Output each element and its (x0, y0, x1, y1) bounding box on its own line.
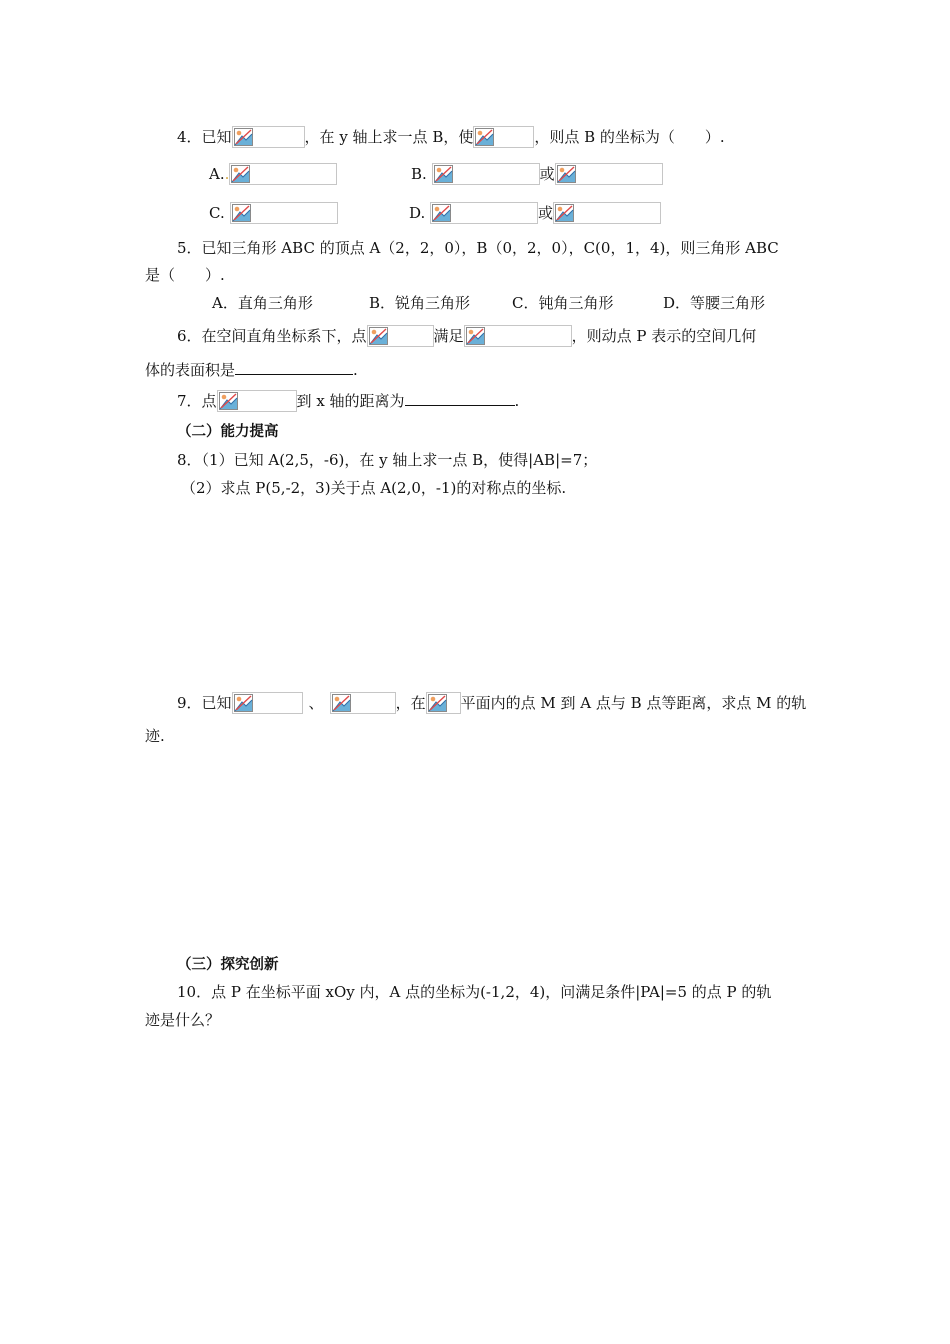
formula-image (555, 163, 663, 185)
question-4 (177, 126, 725, 148)
q8-line-2: （2）求点 P(5,-2，3)关于点 A(2,0，-1)的对称点的坐标. (181, 479, 567, 497)
formula-image (553, 202, 661, 224)
or-text: 或 (538, 204, 554, 222)
broken-image-icon (369, 327, 388, 345)
broken-image-icon (555, 204, 574, 222)
q4-option-b (411, 163, 663, 185)
q10-line-1: 10．点 P 在坐标平面 xOy 内，A 点的坐标为(-1,2，4)，问满足条件|PA|=5 的点 P 的轨 (177, 983, 772, 1001)
q4-option-a (209, 163, 337, 185)
broken-image-icon (557, 165, 576, 183)
q9-text-sep: 、 (308, 694, 324, 712)
q6-text-end: . (353, 361, 358, 379)
question-9 (177, 692, 806, 714)
answer-blank[interactable] (235, 358, 353, 375)
q9-text-pre: 9．已知 (177, 694, 232, 712)
q9-line-2: 迹. (145, 727, 165, 745)
marker-dot: . (224, 165, 230, 183)
q10-line-2: 迹是什么？ (145, 1011, 221, 1029)
q6-text-pre: 6．在空间直角坐标系下，点 (177, 327, 367, 345)
q5-line-1: 5．已知三角形 ABC 的顶点 A（2，2，0），B（0，2，0），C(0，1，4)，则三角形 ABC (177, 239, 779, 257)
q9-text-post: 平面内的点 M 到 A 点与 B 点等距离，求点 M 的轨 (460, 694, 807, 712)
or-text: 或 (539, 165, 555, 183)
formula-image (232, 692, 303, 714)
q4-option-c (209, 202, 338, 224)
q6-line-2 (145, 358, 358, 381)
formula-image (229, 163, 337, 185)
broken-image-icon (434, 165, 453, 183)
formula-image (432, 163, 540, 185)
q4-text-mid: ，在 y 轴上求一点 B，使 (304, 128, 474, 146)
formula-image (232, 126, 305, 148)
option-label: C. (209, 204, 225, 222)
option-label: A. (209, 165, 225, 183)
broken-image-icon (219, 392, 238, 410)
q5-option-c: C．钝角三角形 (512, 294, 614, 312)
formula-image (473, 126, 534, 148)
broken-image-icon (234, 694, 253, 712)
option-label: D. (409, 204, 426, 222)
q4-text-pre: 4．已知 (177, 128, 232, 146)
q7-text-pre: 7．点 (177, 392, 217, 410)
q6-text-post: ，则动点 P 表示的空间几何 (571, 327, 757, 345)
broken-image-icon (231, 165, 250, 183)
broken-image-icon (466, 327, 485, 345)
broken-image-icon (432, 204, 451, 222)
option-label: B. (411, 165, 427, 183)
broken-image-icon (234, 128, 253, 146)
formula-image (464, 325, 572, 347)
section-heading-3: （三）探究创新 (177, 957, 279, 973)
q9-text-mid: ，在 (395, 694, 426, 712)
q5-option-d: D．等腰三角形 (663, 294, 766, 312)
question-7 (177, 389, 519, 412)
section-heading-2: （二）能力提高 (177, 424, 279, 440)
formula-image (330, 692, 396, 714)
q7-text-end: . (514, 392, 520, 410)
formula-image (430, 202, 538, 224)
broken-image-icon (232, 204, 251, 222)
q6-text-line2: 体的表面积是 (145, 361, 236, 379)
question-6 (177, 325, 756, 347)
q8-line-1: 8．（1）已知 A(2,5，-6)，在 y 轴上求一点 B，使得|AB|=7； (177, 451, 598, 469)
formula-image (426, 692, 461, 714)
q5-line-2: 是（ ）. (145, 266, 225, 284)
answer-blank[interactable] (405, 389, 515, 406)
broken-image-icon (475, 128, 494, 146)
q5-option-b: B．锐角三角形 (369, 294, 471, 312)
formula-image (230, 202, 338, 224)
broken-image-icon (428, 694, 447, 712)
q6-text-mid: 满足 (433, 327, 464, 345)
q7-text-mid: 到 x 轴的距离为 (296, 392, 405, 410)
q4-option-d (409, 202, 661, 224)
broken-image-icon (332, 694, 351, 712)
q4-text-post: ，则点 B 的坐标为（ ）. (534, 128, 725, 146)
formula-image (367, 325, 434, 347)
formula-image (217, 390, 297, 412)
q5-option-a: A．直角三角形 (212, 294, 313, 312)
